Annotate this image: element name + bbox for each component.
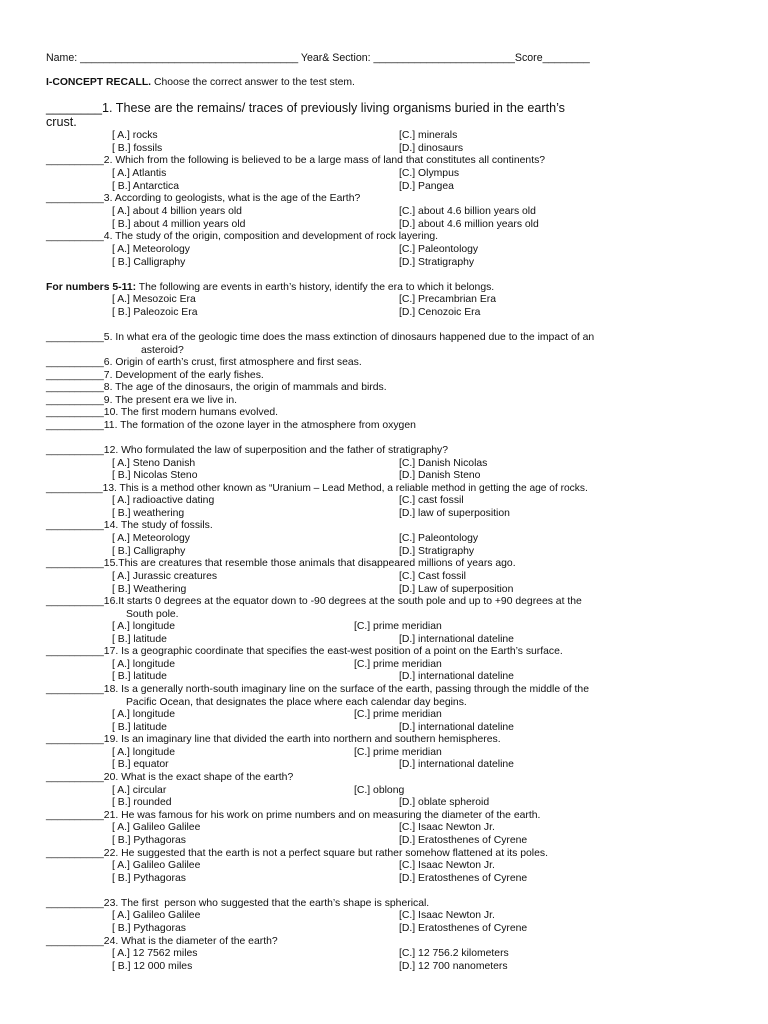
q20-choice-b: [ B.] rounded <box>112 797 172 808</box>
q4-choice-b: [ B.] Calligraphy <box>112 257 186 268</box>
q24-choice-b: [ B.] 12 000 miles <box>112 961 193 972</box>
q18-stem-cont: Pacific Ocean, that designates the place where each calendar day begins. <box>126 697 467 708</box>
q15-choice-a: [ A.] Jurassic creatures <box>112 571 218 582</box>
q15-stem: __________15.This are creatures that resemble those animals that disappeared millions of years ago. <box>46 558 516 569</box>
q23-choice-c: [C.] Isaac Newton Jr. <box>399 910 495 921</box>
q22-stem: __________22. He suggested that the earth is not a perfect square but rather somehow flattened at its poles. <box>46 848 548 859</box>
q9-stem: __________9. The present era we live in. <box>46 395 238 406</box>
q20-choice-d: [D.] oblate spheroid <box>399 797 490 808</box>
q19-choice-c: [C.] prime meridian <box>354 747 442 758</box>
q20-stem: __________20. What is the exact shape of the earth? <box>46 772 294 783</box>
q22-choice-b: [ B.] Pythagoras <box>112 873 186 884</box>
era-choice-c: [C.] Precambrian Era <box>399 294 497 305</box>
q2-choice-b: [ B.] Antarctica <box>112 181 179 192</box>
q3-choice-c: [C.] about 4.6 billion years old <box>399 206 536 217</box>
q4-stem: __________4. The study of the origin, composition and development of rock layering. <box>46 231 439 242</box>
q12-choice-d: [D.] Danish Steno <box>399 470 481 481</box>
q21-choice-d: [D.] Eratosthenes of Cyrene <box>399 835 528 846</box>
q17-stem: __________17. Is a geographic coordinate that specifies the east-west position of a point on the Earth’s surface. <box>46 646 563 657</box>
q17-choice-b: [ B.] latitude <box>112 671 167 682</box>
q17-choice-c: [C.] prime meridian <box>354 659 442 670</box>
q1-choice-a: [ A.] rocks <box>112 130 158 141</box>
q24-stem: __________24. What is the diameter of the earth? <box>46 936 278 947</box>
q23-choice-a: [ A.] Galileo Galilee <box>112 910 201 921</box>
q1-choice-c: [C.] minerals <box>399 130 458 141</box>
q13-choice-d: [D.] law of superposition <box>399 508 510 519</box>
q16-choice-c: [C.] prime meridian <box>354 621 442 632</box>
q15-choice-b: [ B.] Weathering <box>112 584 187 595</box>
q16-choice-b: [ B.] latitude <box>112 634 167 645</box>
q24-choice-c: [C.] 12 756.2 kilometers <box>399 948 509 959</box>
q13-choice-c: [C.] cast fossil <box>399 495 464 506</box>
q23-choice-d: [D.] Eratosthenes of Cyrene <box>399 923 528 934</box>
q19-choice-d: [D.] international dateline <box>399 759 514 770</box>
q18-choice-d: [D.] international dateline <box>399 722 514 733</box>
q22-choice-d: [D.] Eratosthenes of Cyrene <box>399 873 528 884</box>
q11-stem: __________11. The formation of the ozone layer in the atmosphere from oxygen <box>46 420 416 431</box>
section-instruction: Choose the correct answer to the test stem. <box>151 77 355 88</box>
q22-choice-c: [C.] Isaac Newton Jr. <box>399 860 495 871</box>
q3-choice-a: [ A.] about 4 billion years old <box>112 206 242 217</box>
q21-choice-b: [ B.] Pythagoras <box>112 835 186 846</box>
name-year-score-line: Name: _____________________________________ Year& Section: ________________________Score________ <box>46 52 590 64</box>
section-title: I-CONCEPT RECALL. <box>46 77 152 88</box>
q12-choice-b: [ B.] Nicolas Steno <box>112 470 198 481</box>
era-choice-d: [D.] Cenozoic Era <box>399 307 481 318</box>
q18-choice-c: [C.] prime meridian <box>354 709 442 720</box>
q6-stem: __________6. Origin of earth’s crust, first atmosphere and first seas. <box>46 357 362 368</box>
q12-stem: __________12. Who formulated the law of superposition and the father of stratigraphy? <box>46 445 449 456</box>
q14-choice-a: [ A.] Meteorology <box>112 533 190 544</box>
q13-choice-a: [ A.] radioactive dating <box>112 495 215 506</box>
q4-choice-a: [ A.] Meteorology <box>112 244 190 255</box>
q18-choice-a: [ A.] longitude <box>112 709 175 720</box>
era-instruction <box>46 282 494 295</box>
q15-choice-d: [D.] Law of superposition <box>399 584 514 595</box>
q21-choice-c: [C.] Isaac Newton Jr. <box>399 822 495 833</box>
q21-stem: __________21. He was famous for his work on prime numbers and on measuring the diameter of the earth. <box>46 810 541 821</box>
q1-stem: ________1. These are the remains/ traces of previously living organisms buried in the earth’s <box>46 101 565 115</box>
q3-choice-b: [ B.] about 4 million years old <box>112 219 246 230</box>
q12-choice-a: [ A.] Steno Danish <box>112 458 196 469</box>
q2-choice-a: [ A.] Atlantis <box>112 168 167 179</box>
era-choice-b: [ B.] Paleozoic Era <box>112 307 198 318</box>
era-choice-a: [ A.] Mesozoic Era <box>112 294 196 305</box>
era-text: The following are events in earth’s history, identify the era to which it belongs. <box>136 282 495 293</box>
q12-choice-c: [C.] Danish Nicolas <box>399 458 488 469</box>
q10-stem: __________10. The first modern humans evolved. <box>46 407 279 418</box>
q13-choice-b: [ B.] weathering <box>112 508 185 519</box>
q16-stem: __________16.It starts 0 degrees at the equator down to -90 degrees at the south pole and up to +90 degrees at the <box>46 596 582 607</box>
q2-stem: __________2. Which from the following is believed to be a large mass of land that constitutes all continents? <box>46 155 546 166</box>
q14-choice-d: [D.] Stratigraphy <box>399 546 475 557</box>
q20-choice-a: [ A.] circular <box>112 785 167 796</box>
q2-choice-c: [C.] Olympus <box>399 168 460 179</box>
q23-choice-b: [ B.] Pythagoras <box>112 923 186 934</box>
q4-choice-c: [C.] Paleontology <box>399 244 479 255</box>
q4-choice-d: [D.] Stratigraphy <box>399 257 475 268</box>
q23-stem: __________23. The first person who suggested that the earth’s shape is spherical. <box>46 898 430 909</box>
section-heading <box>46 77 355 90</box>
q15-choice-c: [C.] Cast fossil <box>399 571 466 582</box>
q5-stem: __________5. In what era of the geologic time does the mass extinction of dinosaurs happened due to the impact of an <box>46 332 595 343</box>
q16-choice-a: [ A.] longitude <box>112 621 175 632</box>
q1-choice-d: [D.] dinosaurs <box>399 143 464 154</box>
q24-choice-d: [D.] 12 700 nanometers <box>399 961 508 972</box>
q14-choice-b: [ B.] Calligraphy <box>112 546 186 557</box>
q18-choice-b: [ B.] latitude <box>112 722 167 733</box>
q18-stem: __________18. Is a generally north-south imaginary line on the surface of the earth, passing through the middle of the <box>46 684 589 695</box>
era-lead: For numbers 5-11: <box>46 282 137 293</box>
q21-choice-a: [ A.] Galileo Galilee <box>112 822 201 833</box>
q16-choice-d: [D.] international dateline <box>399 634 514 645</box>
q17-choice-d: [D.] international dateline <box>399 671 514 682</box>
q19-choice-b: [ B.] equator <box>112 759 169 770</box>
q22-choice-a: [ A.] Galileo Galilee <box>112 860 201 871</box>
q13-stem: __________13. This is a method other known as “Uranium – Lead Method, a reliable method in getting the age of rocks. <box>46 483 588 494</box>
q3-choice-d: [D.] about 4.6 million years old <box>399 219 539 230</box>
q17-choice-a: [ A.] longitude <box>112 659 175 670</box>
q8-stem: __________8. The age of the dinosaurs, the origin of mammals and birds. <box>46 382 387 393</box>
q19-stem: __________19. Is an imaginary line that divided the earth into northern and southern hemispheres. <box>46 734 501 745</box>
q3-stem: __________3. According to geologists, what is the age of the Earth? <box>46 193 361 204</box>
q7-stem: __________7. Development of the early fishes. <box>46 370 264 381</box>
q16-stem-cont: South pole. <box>126 609 179 620</box>
q24-choice-a: [ A.] 12 7562 miles <box>112 948 198 959</box>
q2-choice-d: [D.] Pangea <box>399 181 454 192</box>
q14-stem: __________14. The study of fossils. <box>46 520 213 531</box>
q1-stem-cont: crust. <box>46 115 77 129</box>
q20-choice-c: [C.] oblong <box>354 785 405 796</box>
q1-choice-b: [ B.] fossils <box>112 143 163 154</box>
q14-choice-c: [C.] Paleontology <box>399 533 479 544</box>
q5-stem-cont: asteroid? <box>115 345 184 356</box>
q19-choice-a: [ A.] longitude <box>112 747 175 758</box>
